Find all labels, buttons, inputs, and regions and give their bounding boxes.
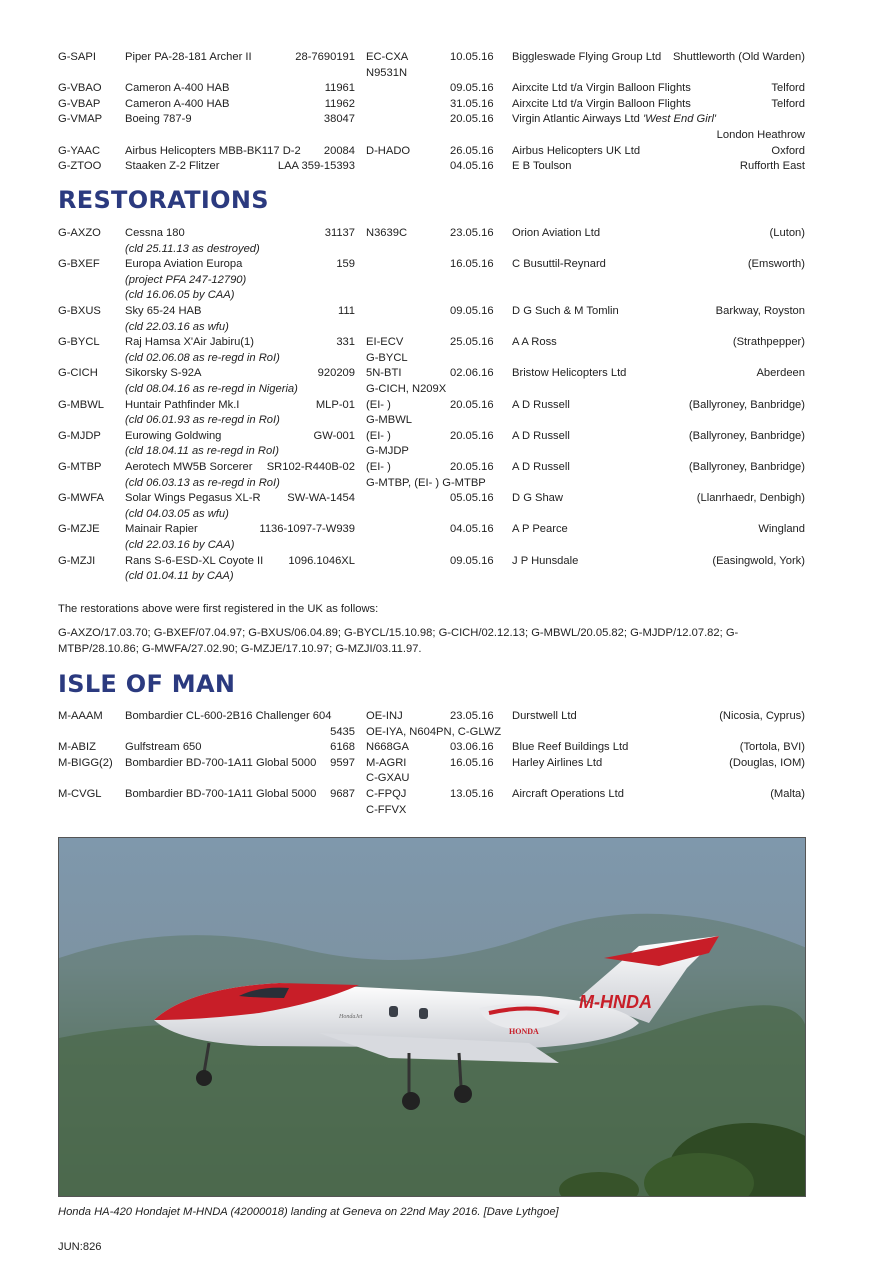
registration-cell: G-VBAO: [58, 82, 102, 95]
registration-cell: G-SAPI: [58, 51, 96, 63]
aircraft-type-cell: Bombardier CL-600-2B16 Challenger 604: [125, 710, 332, 722]
owner-cell: Durstwell Ltd: [512, 710, 577, 722]
owner-cell: Blue Reef Buildings Ltd: [512, 741, 629, 754]
previous-identity-cell: D-HADO: [366, 144, 411, 157]
constructor-number-cell: GW-001: [313, 429, 355, 442]
previous-identity-cell: (EI- ): [366, 461, 391, 473]
constructor-number-cell: 5435: [330, 725, 355, 738]
owner-cell: Biggleswade Flying Group Ltd: [512, 51, 662, 63]
table-row: [0, 725, 889, 741]
location-cell: (Emsworth): [747, 258, 805, 271]
constructor-number-cell: LAA 359-15393: [277, 160, 355, 173]
table-row: [0, 144, 889, 160]
registration-cell: G-ZTOO: [58, 160, 102, 173]
aircraft-type-cell: Boeing 787-9: [125, 113, 192, 126]
constructor-number-cell: 38047: [323, 113, 355, 126]
constructor-number-cell: 1136-1097-7-W939: [259, 523, 355, 536]
honda-logo: HONDA: [509, 1027, 539, 1036]
date-cell: 23.05.16: [450, 227, 494, 239]
constructor-number-cell: 331: [336, 336, 355, 349]
table-row: [0, 66, 889, 82]
registration-cell: G-BXUS: [58, 305, 101, 317]
table-row: [0, 288, 889, 304]
registration-cell: M-CVGL: [58, 788, 102, 800]
aircraft-type-cell: Piper PA-28-181 Archer II: [125, 51, 252, 63]
date-cell: 26.05.16: [450, 144, 494, 157]
table-row: [0, 771, 889, 787]
table-row: [0, 554, 889, 570]
previous-identity-cell: C-GXAU: [366, 772, 410, 785]
cancellation-note-cell: (cld 04.03.05 as wfu): [125, 507, 229, 520]
table-row: [0, 81, 889, 97]
aircraft-type-cell: Staaken Z-2 Flitzer: [125, 160, 220, 173]
constructor-number-cell: 1096.1046XL: [288, 554, 355, 567]
location-cell: (Strathpepper): [732, 336, 805, 349]
location-cell: (Tortola, BVI): [739, 741, 805, 754]
table-row: [0, 304, 889, 320]
constructor-number-cell: 11961: [324, 82, 355, 95]
date-cell: 03.06.16: [450, 741, 494, 754]
table-row: [0, 413, 889, 429]
table-row: [0, 444, 889, 460]
owner-cell: Harley Airlines Ltd: [512, 756, 603, 769]
hondajet-script: HondaJet: [339, 1014, 363, 1020]
previous-identity-cell: EI-ECV: [366, 336, 404, 349]
location-cell: Oxford: [771, 144, 805, 157]
location-cell: (Ballyroney, Banbridge): [688, 429, 805, 442]
photo-caption: Honda HA-420 Hondajet M-HNDA (42000018) landing at Geneva on 22nd May 2016. [Dave Lythgoe]: [58, 1206, 559, 1218]
section-title-isle-of-man: ISLE OF MAN: [58, 670, 236, 698]
table-row: [0, 257, 889, 273]
cancellation-note-cell: (cld 06.03.13 as re-regd in RoI): [125, 476, 280, 489]
previous-identity-cell: N668GA: [366, 741, 409, 754]
previous-identity-cell: (EI- ): [366, 398, 391, 411]
aircraft-type-cell: Rans S-6-ESD-XL Coyote II: [125, 554, 264, 567]
aircraft-type-cell: Cameron A-400 HAB: [125, 82, 230, 95]
owner-cell: J P Hunsdale: [512, 554, 579, 567]
page-footer: JUN:826: [58, 1241, 102, 1253]
registration-cell: G-VBAP: [58, 97, 101, 110]
registration-cell: G-VMAP: [58, 113, 103, 126]
location-cell: Shuttleworth (Old Warden): [672, 51, 805, 63]
date-cell: 04.05.16: [450, 160, 494, 173]
previous-identity-cell: G-MBWL: [366, 414, 412, 427]
cancellation-note-cell: (cld 01.04.11 by CAA): [125, 570, 234, 583]
cancellation-note-cell: (cld 18.04.11 as re-regd in RoI): [125, 445, 280, 458]
table-row: [0, 226, 889, 242]
date-cell: 04.05.16: [450, 523, 494, 536]
owner-cell: D G Such & M Tomlin: [512, 305, 619, 317]
constructor-number-cell: 9687: [330, 788, 355, 800]
tail-registration: M-HNDA: [579, 992, 652, 1012]
owner-cell: A D Russell: [512, 429, 570, 442]
cancellation-note-cell: (cld 22.03.16 as wfu): [125, 320, 229, 333]
owner-cell: A P Pearce: [512, 523, 568, 536]
table-row: [0, 50, 889, 66]
aircraft-type-cell: Cessna 180: [125, 227, 185, 239]
registration-cell: G-MZJI: [58, 554, 96, 567]
aircraft-type-cell: Raj Hamsa X'Air Jabiru(1): [125, 336, 254, 349]
location-cell: London Heathrow: [716, 129, 805, 141]
hondajet-illustration: [59, 838, 806, 1197]
registration-cell: M-ABIZ: [58, 741, 96, 754]
previous-identity-cell: G-CICH, N209X: [366, 383, 447, 395]
date-cell: 23.05.16: [450, 710, 494, 722]
table-row: [0, 709, 889, 725]
previous-identity-cell: G-BYCL: [366, 351, 408, 364]
constructor-number-cell: 28-7690191: [295, 51, 355, 63]
registration-cell: G-MJDP: [58, 429, 101, 442]
owner-cell: Airxcite Ltd t/a Virgin Balloon Flights: [512, 97, 691, 110]
location-cell: (Nicosia, Cyprus): [719, 710, 805, 722]
owner-cell: Airbus Helicopters UK Ltd: [512, 144, 641, 157]
table-row: [0, 476, 889, 492]
date-cell: 31.05.16: [450, 97, 494, 110]
constructor-number-cell: 159: [336, 258, 355, 271]
table-row: [0, 507, 889, 523]
constructor-number-cell: 9597: [330, 756, 355, 769]
date-cell: 20.05.16: [450, 461, 494, 473]
constructor-number-cell: 6168: [330, 741, 355, 754]
aircraft-type-cell: Huntair Pathfinder Mk.I: [125, 398, 240, 411]
location-cell: Telford: [771, 97, 805, 110]
location-cell: Barkway, Royston: [715, 305, 805, 317]
table-row: [0, 398, 889, 414]
location-cell: (Luton): [769, 227, 805, 239]
date-cell: 09.05.16: [450, 305, 494, 317]
table-row: [0, 803, 889, 819]
date-cell: 13.05.16: [450, 788, 494, 800]
date-cell: 20.05.16: [450, 113, 494, 126]
location-cell: Rufforth East: [739, 160, 805, 173]
table-row: [0, 429, 889, 445]
restorations-intro: The restorations above were first registered in the UK as follows:: [58, 603, 379, 615]
date-cell: 16.05.16: [450, 756, 494, 769]
location-cell: Wingland: [758, 523, 805, 536]
previous-identity-cell: OE-IYA, N604PN, C-GLWZ: [366, 725, 502, 738]
date-cell: 02.06.16: [450, 367, 494, 380]
owner-cell: Bristow Helicopters Ltd: [512, 367, 627, 380]
date-cell: 20.05.16: [450, 398, 494, 411]
table-row: [0, 366, 889, 382]
location-cell: (Ballyroney, Banbridge): [688, 461, 805, 473]
owner-cell: Orion Aviation Ltd: [512, 227, 601, 239]
cancellation-note-cell: (cld 02.06.08 as re-regd in RoI): [125, 351, 280, 364]
registration-cell: G-CICH: [58, 367, 98, 380]
table-row: [0, 273, 889, 289]
constructor-number-cell: 920209: [317, 367, 355, 380]
table-row: [0, 787, 889, 803]
aircraft-type-cell: Bombardier BD-700-1A11 Global 5000: [125, 788, 317, 800]
aircraft-type-cell: Cameron A-400 HAB: [125, 97, 230, 110]
previous-identity-cell: N3639C: [366, 227, 408, 239]
constructor-number-cell: SR102-R440B-02: [266, 461, 355, 473]
aircraft-photo: [58, 837, 806, 1197]
location-cell: (Douglas, IOM): [729, 756, 805, 769]
location-cell: (Easingwold, York): [712, 554, 805, 567]
date-cell: 16.05.16: [450, 258, 494, 271]
cancellation-note-cell: (cld 22.03.16 by CAA): [125, 539, 235, 551]
table-row: [0, 320, 889, 336]
restorations-first-registered-list: G-AXZO/17.03.70; G-BXEF/07.04.97; G-BXUS/06.04.89; G-BYCL/15.10.98; G-CICH/02.12.13; G-MBWL/20.05.82; G-MJDP/12.07.82; G-MTBP/28.10.86; G-MWFA/27.02.90; G-MZJE/17.10.97; G-MZJI/03.11.97.: [58, 627, 739, 655]
registration-cell: G-AXZO: [58, 227, 101, 239]
owner-cell: A D Russell: [512, 461, 570, 473]
section-title-restorations: RESTORATIONS: [58, 186, 269, 214]
cancellation-note-cell: (cld 16.06.05 by CAA): [125, 289, 235, 302]
table-row: [0, 112, 889, 128]
date-cell: 09.05.16: [450, 554, 494, 567]
table-row: [0, 242, 889, 258]
owner-cell: Airxcite Ltd t/a Virgin Balloon Flights: [512, 82, 691, 95]
aircraft-type-cell: Europa Aviation Europa: [125, 258, 243, 271]
cancellation-note-cell: (project PFA 247-12790): [125, 273, 247, 286]
constructor-number-cell: MLP-01: [315, 398, 355, 411]
table-row: [0, 756, 889, 772]
registration-cell: M-BIGG(2): [58, 756, 113, 769]
cancellation-note-cell: (cld 25.11.13 as destroyed): [125, 242, 260, 255]
table-row: [0, 159, 889, 175]
table-row: [0, 335, 889, 351]
aircraft-type-cell: Mainair Rapier: [125, 523, 198, 536]
aircraft-type-cell: Airbus Helicopters MBB-BK117 D-2: [125, 144, 301, 157]
previous-identity-cell: G-MTBP, (EI- ) G-MTBP: [366, 476, 486, 489]
previous-identity-cell: G-MJDP: [366, 445, 409, 458]
previous-identity-cell: (EI- ): [366, 429, 391, 442]
aircraft-type-cell: Aerotech MW5B Sorcerer: [125, 461, 253, 473]
owner-cell: E B Toulson: [512, 160, 572, 173]
aircraft-type-cell: Sky 65-24 HAB: [125, 305, 202, 317]
owner-cell: C Busuttil-Reynard: [512, 258, 606, 271]
date-cell: 25.05.16: [450, 336, 494, 349]
registration-cell: G-BYCL: [58, 336, 100, 349]
registration-cell: M-AAAM: [58, 710, 103, 722]
aircraft-type-cell: Sikorsky S-92A: [125, 367, 202, 380]
table-row: [0, 460, 889, 476]
cancellation-note-cell: (cld 08.04.16 as re-regd in Nigeria): [125, 383, 298, 395]
location-cell: (Malta): [770, 788, 805, 800]
table-row: [0, 491, 889, 507]
previous-identity-cell: OE-INJ: [366, 710, 403, 722]
table-row: [0, 740, 889, 756]
owner-cell: Aircraft Operations Ltd: [512, 788, 624, 800]
previous-identity-cell: M-AGRI: [366, 756, 407, 769]
table-row: [0, 351, 889, 367]
location-cell: (Ballyroney, Banbridge): [688, 398, 805, 411]
date-cell: 05.05.16: [450, 492, 494, 505]
location-cell: Telford: [771, 82, 805, 95]
constructor-number-cell: SW-WA-1454: [287, 492, 355, 505]
constructor-number-cell: 11962: [324, 97, 355, 110]
registration-cell: G-MTBP: [58, 461, 102, 473]
date-cell: 09.05.16: [450, 82, 494, 95]
cancellation-note-cell: (cld 06.01.93 as re-regd in RoI): [125, 414, 280, 427]
owner-cell: Virgin Atlantic Airways Ltd 'West End Girl': [512, 113, 717, 126]
registration-cell: G-MZJE: [58, 523, 100, 536]
registration-cell: G-BXEF: [58, 258, 100, 271]
owner-cell: A A Ross: [512, 336, 557, 349]
aircraft-type-cell: Gulfstream 650: [125, 741, 202, 754]
table-row: [0, 97, 889, 113]
constructor-number-cell: 20084: [323, 144, 355, 157]
aircraft-type-cell: Eurowing Goldwing: [125, 429, 222, 442]
constructor-number-cell: 31137: [324, 227, 355, 239]
location-cell: (Llanrhaedr, Denbigh): [696, 492, 805, 505]
aircraft-type-cell: Solar Wings Pegasus XL-R: [125, 492, 261, 505]
aircraft-name-note: 'West End Girl': [639, 113, 717, 126]
owner-cell: D G Shaw: [512, 492, 563, 505]
table-row: [0, 569, 889, 585]
table-row: [0, 522, 889, 538]
date-cell: 10.05.16: [450, 51, 494, 63]
registration-cell: G-YAAC: [58, 144, 101, 157]
registration-cell: G-MBWL: [58, 398, 104, 411]
owner-cell: A D Russell: [512, 398, 570, 411]
previous-identity-cell: C-FPQJ: [366, 788, 407, 800]
previous-identity-cell: 5N-BTI: [366, 367, 402, 380]
table-row: [0, 538, 889, 554]
previous-identity-cell: N9531N: [366, 66, 408, 79]
table-row: [0, 382, 889, 398]
table-row: [0, 128, 889, 144]
constructor-number-cell: 111: [337, 305, 355, 317]
location-cell: Aberdeen: [756, 367, 805, 380]
date-cell: 20.05.16: [450, 429, 494, 442]
previous-identity-cell: EC-CXA: [366, 51, 409, 63]
aircraft-type-cell: Bombardier BD-700-1A11 Global 5000: [125, 756, 317, 769]
previous-identity-cell: C-FFVX: [366, 803, 407, 816]
registration-cell: G-MWFA: [58, 492, 104, 505]
